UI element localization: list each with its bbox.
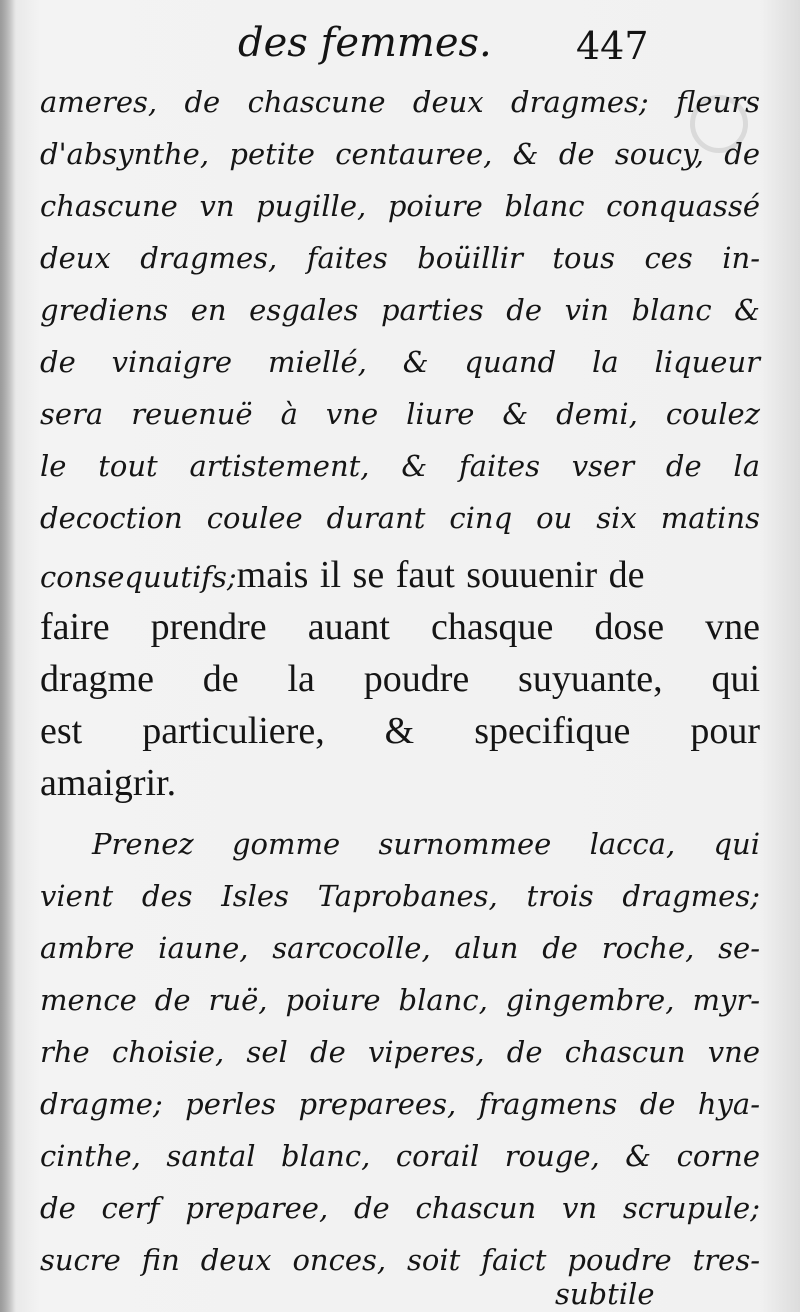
text-line: decoction coulee durant cinq ou six matins xyxy=(40,501,760,535)
text-line: d'absynthe, petite centauree, & de soucy, de xyxy=(40,137,760,171)
text-line: ameres, de chascune deux dragmes; fleurs xyxy=(40,85,760,119)
gutter-shadow xyxy=(0,0,16,1312)
page-number: 447 xyxy=(576,24,649,68)
text-line: cinthe, santal blanc, corail rouge, & corne xyxy=(40,1139,760,1173)
text-line: amaigrir. xyxy=(40,762,177,804)
text-line: grediens en esgales parties de vin blanc & xyxy=(40,293,760,327)
page-header xyxy=(0,20,800,80)
text-line: sera reuenuë à vne liure & demi, coulez xyxy=(40,397,760,431)
text-line: vient des Isles Taprobanes, trois dragmes; xyxy=(40,879,760,913)
text-line: deux dragmes, faites boüillir tous ces in- xyxy=(40,241,760,275)
text-line: chascune vn pugille, poiure blanc conquassé xyxy=(40,189,760,223)
roman-segment: mais il se faut souuenir de xyxy=(236,554,645,596)
text-line: rhe choisie, sel de viperes, de chascun vne xyxy=(40,1035,760,1069)
text-line-mixed xyxy=(40,556,760,594)
text-line: sucre fin deux onces, soit faict poudre tres- xyxy=(40,1243,760,1277)
catchword: subtile xyxy=(555,1277,655,1311)
text-line: le tout artistement, & faites vser de la xyxy=(40,449,760,483)
running-head: des femmes. xyxy=(238,20,492,66)
text-line: mence de ruë, poiure blanc, gingembre, myr- xyxy=(40,983,760,1017)
text-line: de vinaigre miellé, & quand la liqueur xyxy=(40,345,760,379)
text-line: Prenez gomme surnommee lacca, qui xyxy=(92,827,760,861)
text-line: dragme de la poudre suyuante, qui xyxy=(40,658,760,700)
text-line: est particuliere, & specifique pour xyxy=(40,710,760,752)
text-line: dragme; perles preparees, fragmens de hya- xyxy=(40,1087,760,1121)
text-line: faire prendre auant chasque dose vne xyxy=(40,606,760,648)
italic-segment: consequutifs; xyxy=(40,560,237,594)
text-line: ambre iaune, sarcocolle, alun de roche, se- xyxy=(40,931,760,965)
text-line: de cerf preparee, de chascun vn scrupule; xyxy=(40,1191,760,1225)
